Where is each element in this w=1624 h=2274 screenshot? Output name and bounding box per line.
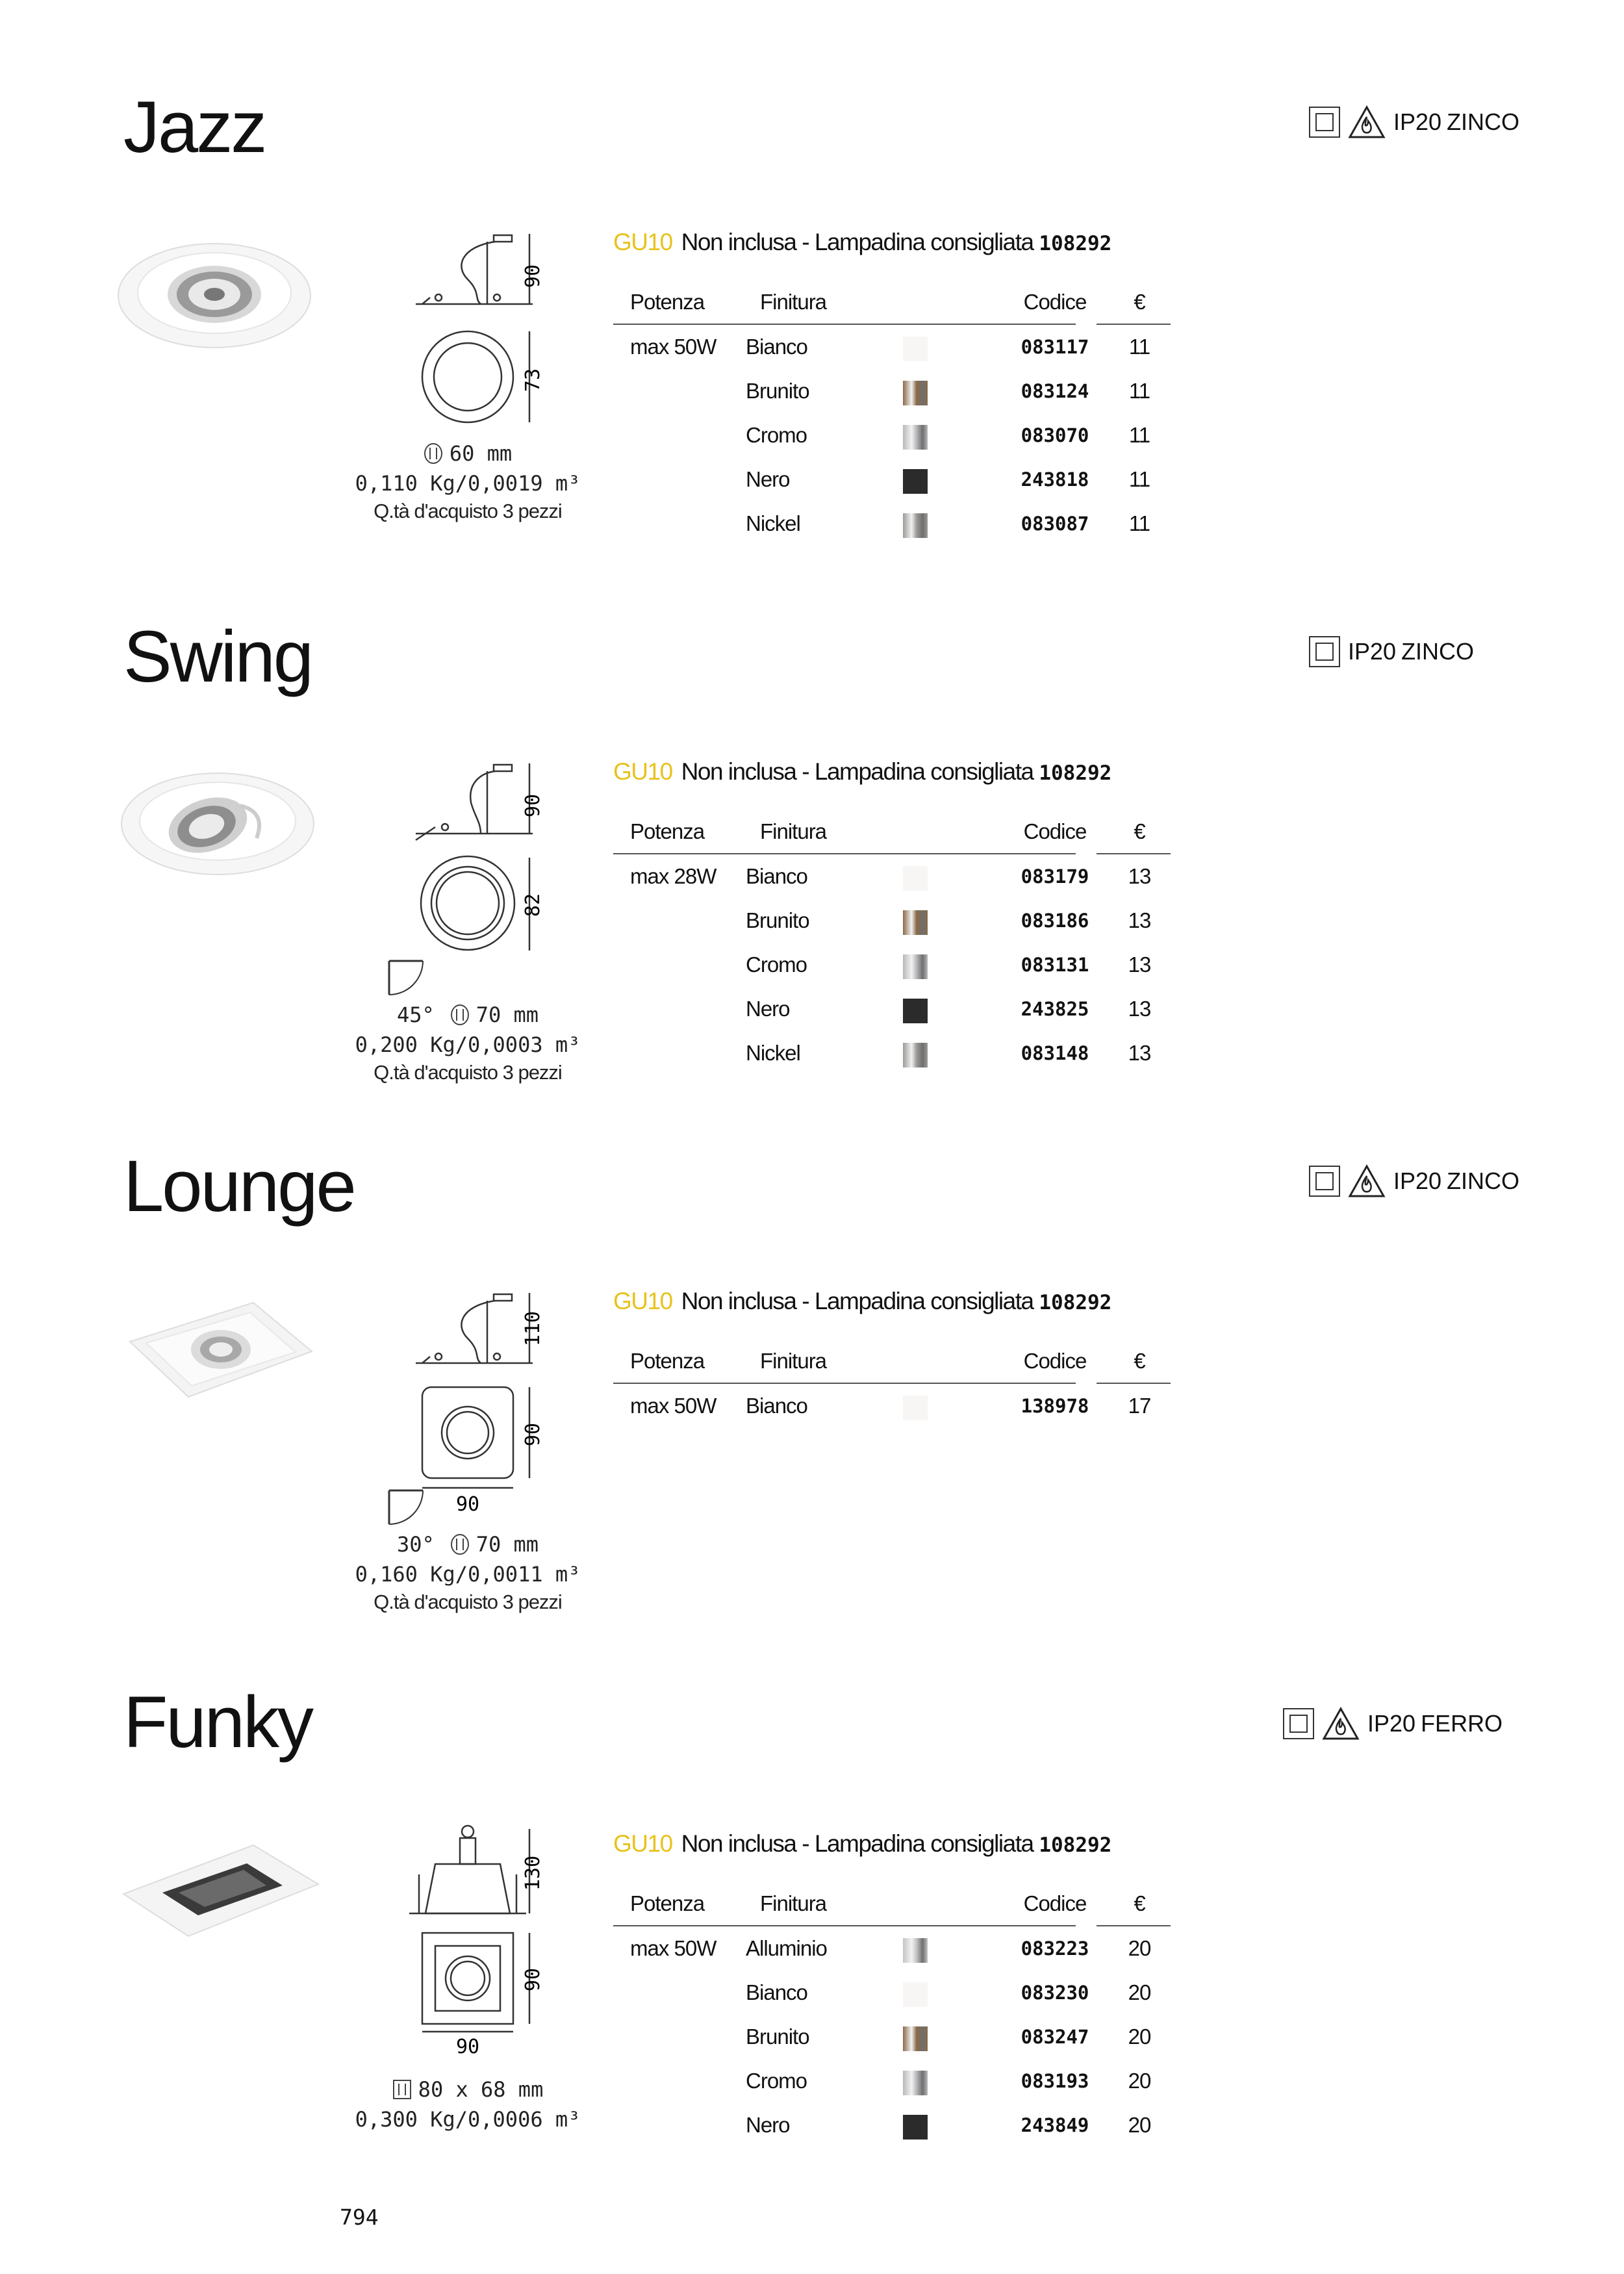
purchase-quantity: Q.tà d'acquisto 3 pezzi — [374, 500, 562, 522]
code-cell: 083247 — [1021, 2026, 1089, 2048]
socket-type: GU10 — [613, 1288, 672, 1314]
price-cell: 11 — [1128, 467, 1150, 491]
material-label: FERRO — [1421, 1710, 1503, 1737]
table-row — [613, 943, 1172, 987]
header-potenza: Potenza — [630, 290, 705, 314]
hole-size: 80 x 68 mm — [418, 2077, 544, 2102]
header-codice: Codice — [1023, 819, 1087, 843]
finish-swatch — [903, 2026, 928, 2051]
table-row — [613, 2103, 1172, 2147]
table-row — [613, 899, 1172, 943]
table-row — [613, 413, 1172, 457]
finish-swatch — [903, 337, 928, 361]
finish-swatch — [903, 866, 928, 891]
dimension-width: 90 — [455, 2036, 480, 2058]
finish-cell: Brunito — [746, 2025, 809, 2049]
finish-cell: Bianco — [746, 335, 807, 359]
price-cell: 11 — [1128, 379, 1150, 403]
ip-rating: IP20 — [1393, 1168, 1442, 1194]
class-ii-insulation-icon — [1309, 107, 1340, 138]
bulb-info — [613, 229, 1111, 256]
angle-hole-row — [312, 1529, 624, 1559]
finish-cell: Bianco — [746, 864, 807, 888]
specs-block — [312, 439, 624, 524]
hole-size: 60 mm — [449, 441, 513, 466]
code-cell: 083070 — [1021, 424, 1089, 446]
finish-cell: Nero — [746, 467, 790, 491]
recommended-bulb-code: 108292 — [1039, 232, 1112, 255]
header-codice: Codice — [1023, 1349, 1087, 1373]
table-header — [613, 1345, 1172, 1384]
weight: 0,110 Kg/0,0019 m³ — [355, 471, 581, 496]
header-codice: Codice — [1023, 1891, 1087, 1915]
finish-cell: Brunito — [746, 908, 809, 932]
product-photo — [117, 231, 325, 354]
angle-hole-row — [312, 1000, 624, 1030]
finish-cell: Cromo — [746, 423, 807, 447]
specs-block — [312, 2075, 624, 2134]
header-euro: € — [1134, 1349, 1145, 1373]
recommended-bulb-code: 108292 — [1039, 1833, 1112, 1857]
finish-cell: Nero — [746, 2113, 790, 2137]
price-cell: 20 — [1128, 2025, 1151, 2049]
material-label: ZINCO — [1401, 638, 1475, 665]
product-table — [613, 815, 1172, 1075]
material-label: ZINCO — [1447, 1168, 1520, 1194]
weight: 0,160 Kg/0,0011 m³ — [355, 1562, 581, 1587]
class-ii-insulation-icon — [1283, 1708, 1314, 1739]
header-euro: € — [1134, 1891, 1145, 1915]
price-cell: 20 — [1128, 2069, 1151, 2093]
product-title: Lounge — [123, 1145, 355, 1227]
dimension-height: 90 — [522, 264, 544, 288]
price-cell: 13 — [1128, 952, 1151, 977]
header-finitura: Finitura — [760, 819, 827, 843]
dimension-diameter: 73 — [522, 368, 544, 392]
recommended-bulb-code: 108292 — [1039, 1291, 1112, 1314]
finish-swatch — [903, 1396, 928, 1420]
table-row — [613, 1384, 1172, 1428]
class-ii-insulation-icon — [1309, 636, 1340, 667]
product-section-funky — [0, 1589, 1624, 2137]
price-cell: 17 — [1128, 1394, 1151, 1418]
code-cell: 083230 — [1021, 1982, 1089, 2004]
product-photo — [117, 1832, 325, 1956]
product-photo — [117, 1290, 325, 1413]
power-cell: max 50W — [630, 335, 717, 359]
price-cell: 20 — [1128, 1980, 1151, 2004]
cutout-icon — [424, 442, 443, 465]
bulb-note: Non inclusa - Lampadina consigliata — [681, 1288, 1034, 1314]
finish-swatch — [903, 381, 928, 405]
ip-rating: IP20 — [1393, 109, 1442, 135]
product-table — [613, 1887, 1172, 2147]
code-cell: 083124 — [1021, 380, 1089, 402]
ip-rating: IP20 — [1348, 638, 1397, 665]
finish-swatch — [903, 2071, 928, 2095]
finish-swatch — [903, 1982, 928, 2007]
hole-size-row — [312, 2075, 624, 2104]
header-finitura: Finitura — [760, 1349, 827, 1373]
weight: 0,200 Kg/0,0003 m³ — [355, 1032, 581, 1057]
bulb-note: Non inclusa - Lampadina consigliata — [681, 229, 1034, 255]
socket-type: GU10 — [613, 1830, 672, 1857]
table-row — [613, 2059, 1172, 2103]
table-header — [613, 1887, 1172, 1926]
finish-swatch — [903, 1938, 928, 1963]
dimension-side: 90 — [522, 1967, 544, 1992]
hole-size-row — [312, 439, 624, 468]
table-row — [613, 1926, 1172, 1971]
header-potenza: Potenza — [630, 1891, 705, 1915]
product-photo — [117, 760, 325, 884]
code-cell: 243818 — [1021, 468, 1089, 491]
bulb-note: Non inclusa - Lampadina consigliata — [681, 1830, 1034, 1857]
finish-swatch — [903, 910, 928, 935]
table-row — [613, 369, 1172, 413]
hole-size: 70 mm — [476, 1003, 539, 1027]
bulb-info — [613, 1288, 1111, 1315]
finish-cell: Nero — [746, 997, 790, 1021]
finish-swatch — [903, 469, 928, 494]
purchase-quantity: Q.tà d'acquisto 3 pezzi — [374, 1591, 562, 1613]
price-cell: 13 — [1128, 1041, 1151, 1065]
purchase-quantity: Q.tà d'acquisto 3 pezzi — [374, 1061, 562, 1084]
code-cell: 083131 — [1021, 954, 1089, 976]
dimension-width: 90 — [455, 1493, 480, 1516]
power-cell: max 50W — [630, 1936, 717, 1960]
technical-drawing — [383, 1822, 572, 2095]
finish-swatch — [903, 425, 928, 450]
price-cell: 13 — [1128, 864, 1151, 888]
table-row — [613, 987, 1172, 1031]
class-ii-insulation-icon — [1309, 1166, 1340, 1197]
price-cell: 13 — [1128, 997, 1151, 1021]
finish-cell: Alluminio — [746, 1936, 827, 1960]
dimension-height: 90 — [522, 793, 544, 818]
price-cell: 11 — [1128, 511, 1150, 535]
finish-swatch — [903, 999, 928, 1023]
fire-warning-icon — [1348, 1164, 1386, 1198]
bulb-note: Non inclusa - Lampadina consigliata — [681, 758, 1034, 785]
table-row — [613, 1971, 1172, 2015]
bulb-info — [613, 1830, 1111, 1858]
finish-cell: Nickel — [746, 511, 800, 535]
product-section-jazz — [0, 0, 1624, 535]
table-row — [613, 325, 1172, 369]
certification-badges — [1309, 104, 1519, 140]
header-potenza: Potenza — [630, 1349, 705, 1373]
tilt-angle: 45° — [396, 1003, 435, 1027]
socket-type: GU10 — [613, 758, 672, 785]
finish-swatch — [903, 954, 928, 979]
code-cell: 243825 — [1021, 998, 1089, 1020]
code-cell: 083193 — [1021, 2070, 1089, 2092]
finish-cell: Cromo — [746, 952, 807, 977]
product-section-lounge — [0, 1059, 1624, 1613]
tilt-angle-icon — [387, 958, 425, 997]
certification-badges — [1283, 1706, 1503, 1742]
dimension-height: 110 — [522, 1310, 544, 1347]
product-section-swing — [0, 530, 1624, 1084]
code-cell: 138978 — [1021, 1395, 1089, 1417]
code-cell: 243849 — [1021, 2114, 1089, 2136]
code-cell: 083087 — [1021, 513, 1089, 535]
cutout-icon — [450, 1533, 470, 1555]
price-cell: 11 — [1128, 335, 1150, 359]
finish-cell: Bianco — [746, 1980, 807, 2004]
header-finitura: Finitura — [760, 290, 827, 314]
table-header — [613, 815, 1172, 854]
code-cell: 083223 — [1021, 1937, 1089, 1960]
ip-rating: IP20 — [1367, 1710, 1416, 1737]
dimension-side: 90 — [522, 1422, 544, 1447]
weight: 0,300 Kg/0,0006 m³ — [355, 2107, 581, 2132]
table-header — [613, 286, 1172, 325]
fire-warning-icon — [1322, 1707, 1360, 1741]
finish-cell: Nickel — [746, 1041, 800, 1065]
fire-warning-icon — [1348, 105, 1386, 139]
table-row — [613, 2015, 1172, 2059]
rectangular-cutout-icon — [392, 2078, 412, 2101]
product-table — [613, 286, 1172, 546]
finish-cell: Bianco — [746, 1394, 807, 1418]
cutout-icon — [450, 1004, 470, 1026]
table-row — [613, 457, 1172, 502]
price-cell: 13 — [1128, 908, 1151, 932]
dimension-height: 130 — [522, 1855, 544, 1891]
table-row — [613, 854, 1172, 899]
hole-size: 70 mm — [476, 1532, 539, 1557]
tilt-angle-icon — [387, 1488, 425, 1527]
certification-badges — [1309, 1163, 1519, 1199]
product-title: Swing — [123, 616, 312, 697]
product-title: Jazz — [123, 86, 266, 168]
tilt-angle: 30° — [396, 1532, 435, 1557]
dimension-diameter: 82 — [522, 893, 544, 917]
price-cell: 20 — [1128, 1936, 1151, 1960]
header-potenza: Potenza — [630, 819, 705, 843]
recommended-bulb-code: 108292 — [1039, 761, 1112, 785]
certification-badges — [1309, 633, 1474, 670]
socket-type: GU10 — [613, 229, 672, 255]
price-cell: 20 — [1128, 2113, 1151, 2137]
finish-swatch — [903, 2115, 928, 2140]
product-title: Funky — [123, 1681, 312, 1763]
code-cell: 083186 — [1021, 910, 1089, 932]
header-euro: € — [1134, 290, 1145, 314]
code-cell: 083148 — [1021, 1042, 1089, 1064]
page-number: 794 — [340, 2204, 379, 2230]
header-finitura: Finitura — [760, 1891, 827, 1915]
header-euro: € — [1134, 819, 1145, 843]
code-cell: 083179 — [1021, 865, 1089, 888]
material-label: ZINCO — [1447, 109, 1520, 135]
bulb-info — [613, 758, 1111, 786]
price-cell: 11 — [1128, 423, 1150, 447]
power-cell: max 50W — [630, 1394, 717, 1418]
code-cell: 083117 — [1021, 336, 1089, 358]
header-codice: Codice — [1023, 290, 1087, 314]
finish-cell: Cromo — [746, 2069, 807, 2093]
finish-cell: Brunito — [746, 379, 809, 403]
product-table — [613, 1345, 1172, 1428]
power-cell: max 28W — [630, 864, 717, 888]
